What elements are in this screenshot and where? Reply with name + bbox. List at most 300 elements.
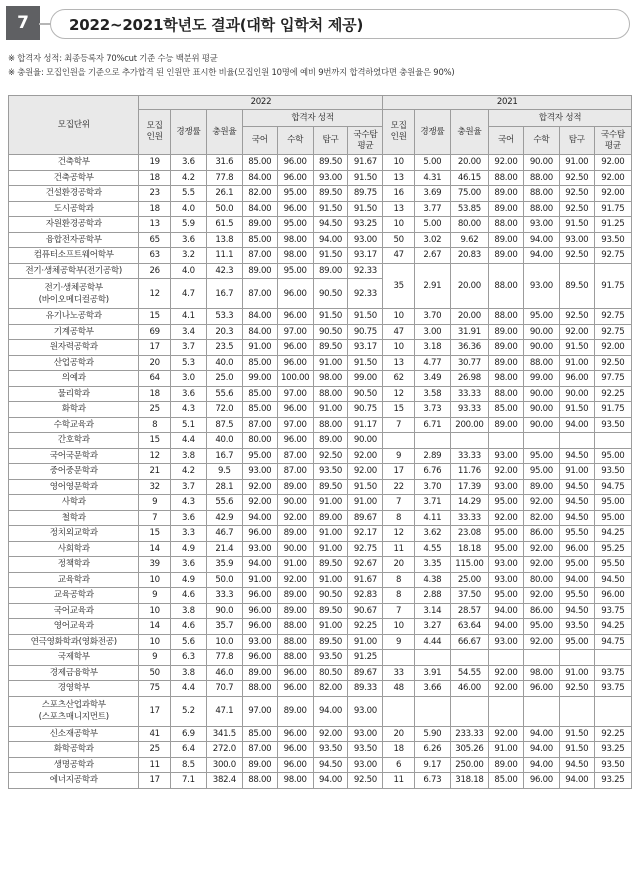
value-cell: 91.00 [313,495,348,511]
value-cell: 7 [139,510,170,526]
value-cell: 272.0 [206,742,242,758]
value-cell [383,696,414,726]
value-cell: 4.2 [170,170,206,186]
value-cell: 92.67 [348,557,383,573]
value-cell: 3.7 [170,479,206,495]
value-cell: 89.00 [313,263,348,279]
unit-name-cell: 화학과 [9,402,139,418]
value-cell: 88.00 [523,355,559,371]
table-row [9,386,632,402]
value-cell: 91.75 [594,402,631,418]
table-row [9,619,632,635]
value-cell: 6.26 [414,742,450,758]
value-cell: 10 [139,603,170,619]
value-cell: 17 [139,773,170,789]
value-cell: 92.50 [559,309,594,325]
value-cell: 90.00 [523,155,559,171]
value-cell: 5.3 [170,355,206,371]
value-cell: 33.33 [450,386,488,402]
value-cell: 94.00 [523,726,559,742]
value-cell: 92.00 [489,665,524,681]
value-cell: 92.00 [489,155,524,171]
value-cell: 3.6 [170,155,206,171]
header-quota-2022: 모집 인원 [139,110,170,155]
value-cell: 89.00 [242,217,277,233]
table-row [9,402,632,418]
value-cell: 5.00 [414,155,450,171]
unit-name-cell: 연극영화학과(영화전공) [9,634,139,650]
value-cell: 92.33 [348,279,383,309]
value-cell: 95.00 [559,634,594,650]
value-cell: 80.00 [242,433,277,449]
value-cell: 35 [383,263,414,309]
value-cell: 89.50 [559,263,594,309]
value-cell: 99.00 [523,371,559,387]
value-cell: 95.00 [489,588,524,604]
value-cell: 91.50 [313,309,348,325]
value-cell: 6.9 [170,726,206,742]
value-cell: 92.00 [523,634,559,650]
value-cell: 91.50 [348,479,383,495]
value-cell: 75.00 [450,186,488,202]
value-cell: 89.00 [277,479,313,495]
table-row [9,742,632,758]
value-cell: 94.00 [313,773,348,789]
value-cell: 9 [383,634,414,650]
value-cell [559,433,594,449]
value-cell: 9.5 [206,464,242,480]
value-cell: 96.00 [277,309,313,325]
value-cell: 25.00 [450,572,488,588]
value-cell: 91.00 [489,742,524,758]
value-cell: 88.00 [523,201,559,217]
value-cell: 93.50 [559,619,594,635]
value-cell: 93.75 [594,665,631,681]
value-cell: 3.8 [170,603,206,619]
value-cell [383,433,414,449]
value-cell [559,650,594,666]
value-cell: 93.00 [348,757,383,773]
value-cell: 21.4 [206,541,242,557]
value-cell: 97.00 [277,417,313,433]
value-cell: 82.00 [523,510,559,526]
table-row [9,355,632,371]
value-cell: 64 [139,371,170,387]
value-cell [489,650,524,666]
value-cell: 4.0 [170,263,206,279]
value-cell: 84.00 [242,324,277,340]
value-cell: 9 [139,495,170,511]
value-cell: 95.00 [277,263,313,279]
value-cell: 92.50 [559,248,594,264]
value-cell: 91.50 [559,742,594,758]
value-cell: 93.00 [348,726,383,742]
value-cell: 96.00 [242,619,277,635]
value-cell: 26.98 [450,371,488,387]
value-cell: 87.00 [277,464,313,480]
value-cell: 94.00 [489,603,524,619]
value-cell: 92.00 [242,479,277,495]
unit-name-cell: 교육공학과 [9,588,139,604]
value-cell: 26 [139,263,170,279]
value-cell: 95.00 [489,495,524,511]
value-cell: 200.00 [450,417,488,433]
value-cell: 90.00 [277,495,313,511]
value-cell: 15 [139,309,170,325]
value-cell: 89.50 [313,155,348,171]
value-cell: 5.00 [414,217,450,233]
table-row [9,155,632,171]
value-cell [523,433,559,449]
value-cell: 94.75 [594,634,631,650]
value-cell: 22 [383,479,414,495]
value-cell: 8 [383,510,414,526]
value-cell: 33.3 [206,588,242,604]
section-number-badge: 7 [6,6,40,40]
value-cell: 26.1 [206,186,242,202]
value-cell: 10 [139,572,170,588]
value-cell: 91.50 [559,217,594,233]
value-cell: 90.67 [348,603,383,619]
value-cell: 94.00 [559,773,594,789]
value-cell: 88.00 [277,634,313,650]
value-cell: 33.33 [450,448,488,464]
value-cell: 95.00 [594,495,631,511]
value-cell: 88.00 [313,386,348,402]
value-cell: 97.75 [594,371,631,387]
value-cell: 93.00 [523,263,559,309]
value-cell: 89.50 [313,603,348,619]
header-fill-rate-2021: 충원율 [450,110,488,155]
value-cell: 9 [139,650,170,666]
value-cell: 9 [383,448,414,464]
table-row [9,170,632,186]
value-cell: 92.75 [594,324,631,340]
value-cell: 10.0 [206,634,242,650]
value-cell: 96.00 [277,757,313,773]
value-cell: 86.00 [523,603,559,619]
value-cell: 89.00 [489,232,524,248]
value-cell: 70.7 [206,681,242,697]
value-cell: 80.00 [523,572,559,588]
value-cell: 96.00 [242,650,277,666]
value-cell: 92.75 [348,541,383,557]
value-cell: 85.00 [242,402,277,418]
value-cell: 3.35 [414,557,450,573]
value-cell: 75 [139,681,170,697]
value-cell: 85.00 [242,726,277,742]
value-cell: 66.67 [450,634,488,650]
value-cell: 93.00 [489,479,524,495]
value-cell: 17 [139,696,170,726]
value-cell: 97.00 [277,324,313,340]
value-cell: 65 [139,232,170,248]
value-cell: 93.50 [594,464,631,480]
value-cell: 6.3 [170,650,206,666]
value-cell: 2.88 [414,588,450,604]
header-competition-2021: 경쟁률 [414,110,450,155]
value-cell: 9.17 [414,757,450,773]
table-row [9,417,632,433]
value-cell: 3.18 [414,340,450,356]
header-avg-2021: 국수탐 평균 [594,127,631,155]
header-inquiry-2022: 탐구 [313,127,348,155]
value-cell: 10 [383,217,414,233]
unit-name-cell: 에너지공학과 [9,773,139,789]
value-cell: 88.00 [242,681,277,697]
value-cell: 98.00 [489,371,524,387]
value-cell: 96.00 [242,603,277,619]
value-cell: 89.00 [242,757,277,773]
value-cell [414,433,450,449]
value-cell: 13 [383,170,414,186]
value-cell: 63.64 [450,619,488,635]
value-cell: 77.8 [206,650,242,666]
value-cell: 3.2 [170,248,206,264]
value-cell: 95.00 [242,448,277,464]
value-cell: 4.3 [170,402,206,418]
value-cell: 91.00 [313,619,348,635]
value-cell: 89.00 [489,757,524,773]
value-cell: 94.50 [559,479,594,495]
value-cell: 7.1 [170,773,206,789]
unit-name-cell: 국어교육과 [9,603,139,619]
unit-name-cell: 자원환경공학과 [9,217,139,233]
value-cell: 94.00 [313,232,348,248]
value-cell: 88.00 [277,650,313,666]
value-cell: 4.44 [414,634,450,650]
value-cell: 77.8 [206,170,242,186]
header-scores-2021: 합격자 성적 [489,110,632,127]
value-cell: 4.6 [170,619,206,635]
value-cell: 92.00 [348,464,383,480]
value-cell: 93.00 [348,696,383,726]
value-cell: 92.00 [523,588,559,604]
value-cell: 91.50 [313,248,348,264]
value-cell [594,696,631,726]
value-cell: 90.0 [206,603,242,619]
value-cell: 341.5 [206,726,242,742]
value-cell: 92.50 [348,773,383,789]
value-cell: 92.00 [348,448,383,464]
value-cell [489,433,524,449]
value-cell: 11 [139,757,170,773]
value-cell: 93.50 [594,757,631,773]
value-cell: 20.83 [450,248,488,264]
value-cell: 3.00 [414,324,450,340]
value-cell: 96.00 [523,773,559,789]
value-cell: 4.4 [170,681,206,697]
value-cell: 62 [383,371,414,387]
value-cell: 93.50 [348,742,383,758]
value-cell: 20 [139,355,170,371]
value-cell [450,433,488,449]
value-cell: 95.00 [489,541,524,557]
value-cell: 92.00 [277,572,313,588]
table-row [9,464,632,480]
value-cell: 89.00 [489,340,524,356]
value-cell: 10 [383,619,414,635]
value-cell: 3.0 [170,371,206,387]
value-cell: 25 [139,742,170,758]
value-cell: 35.9 [206,557,242,573]
value-cell: 33 [383,665,414,681]
value-cell: 18 [383,742,414,758]
value-cell: 88.00 [489,309,524,325]
table-body [9,155,632,789]
value-cell: 23.08 [450,526,488,542]
section-header [6,6,633,40]
value-cell: 382.4 [206,773,242,789]
value-cell: 4.7 [170,279,206,309]
value-cell: 16.7 [206,279,242,309]
value-cell: 80.50 [313,665,348,681]
value-cell: 17 [139,340,170,356]
value-cell: 93.50 [594,417,631,433]
table-row [9,479,632,495]
table-row [9,526,632,542]
page-title: 2022~2021학년도 결과(대학 입학처 제공) [50,9,630,39]
value-cell: 13 [139,217,170,233]
value-cell: 92.00 [594,340,631,356]
value-cell: 89.67 [348,665,383,681]
value-cell: 18 [139,201,170,217]
value-cell: 92.50 [559,681,594,697]
value-cell: 84.00 [242,170,277,186]
unit-name-cell: 정치외교학과 [9,526,139,542]
value-cell: 5.9 [170,217,206,233]
value-cell: 20.00 [450,309,488,325]
value-cell: 84.00 [242,309,277,325]
value-cell: 18 [139,386,170,402]
value-cell: 92.00 [242,495,277,511]
value-cell: 28.1 [206,479,242,495]
value-cell: 10 [139,634,170,650]
value-cell: 91.75 [594,201,631,217]
value-cell: 88.00 [489,170,524,186]
value-cell: 98.00 [277,773,313,789]
value-cell: 92.25 [348,619,383,635]
value-cell: 93.25 [594,773,631,789]
table-row [9,572,632,588]
value-cell: 47 [383,324,414,340]
value-cell: 25 [139,402,170,418]
unit-name-cell: 전기·생체공학부(전기공학) [9,263,139,279]
value-cell: 92.17 [348,526,383,542]
unit-name-cell: 생명공학과 [9,757,139,773]
value-cell: 50 [139,665,170,681]
value-cell: 93.75 [594,603,631,619]
value-cell: 94.50 [594,572,631,588]
unit-name-cell: 원자력공학과 [9,340,139,356]
table-row [9,757,632,773]
value-cell: 89.75 [348,186,383,202]
unit-name-cell: 컴퓨터소프트웨어학부 [9,248,139,264]
value-cell: 6.4 [170,742,206,758]
value-cell: 89.00 [489,355,524,371]
unit-name-cell: 사회학과 [9,541,139,557]
value-cell: 89.67 [348,510,383,526]
value-cell: 93.00 [489,448,524,464]
value-cell: 91.25 [348,650,383,666]
value-cell: 4.11 [414,510,450,526]
value-cell: 31.6 [206,155,242,171]
value-cell: 4.9 [170,541,206,557]
value-cell: 36.36 [450,340,488,356]
value-cell: 93.00 [242,541,277,557]
value-cell: 8 [383,588,414,604]
value-cell: 48 [383,681,414,697]
value-cell: 94.50 [313,217,348,233]
value-cell: 96.00 [277,726,313,742]
value-cell: 25.0 [206,371,242,387]
value-cell: 97.00 [242,696,277,726]
value-cell: 4.38 [414,572,450,588]
value-cell: 69 [139,324,170,340]
value-cell: 94.50 [559,603,594,619]
value-cell [414,696,450,726]
value-cell: 94.00 [313,696,348,726]
value-cell: 92.00 [523,541,559,557]
value-cell: 91.00 [559,464,594,480]
value-cell: 90.00 [523,324,559,340]
unit-name-cell: 경제금융학부 [9,665,139,681]
value-cell: 94.50 [559,757,594,773]
value-cell: 50.0 [206,572,242,588]
value-cell: 94.25 [594,526,631,542]
value-cell: 99.00 [348,371,383,387]
value-cell: 91.25 [594,217,631,233]
value-cell: 89.00 [313,433,348,449]
unit-name-cell: 사학과 [9,495,139,511]
value-cell: 89.00 [277,526,313,542]
table-row [9,248,632,264]
value-cell: 93.00 [523,217,559,233]
value-cell: 89.00 [277,603,313,619]
unit-name-cell: 스포츠산업과학부 (스포츠매니지먼트) [9,696,139,726]
value-cell: 10 [383,155,414,171]
value-cell: 96.00 [277,155,313,171]
value-cell: 96.00 [523,681,559,697]
value-cell: 88.00 [313,417,348,433]
value-cell: 14 [139,619,170,635]
table-row [9,263,632,279]
unit-name-cell: 의예과 [9,371,139,387]
value-cell: 7 [383,417,414,433]
unit-name-cell: 도시공학과 [9,201,139,217]
table-row [9,186,632,202]
header-avg-2022: 국수탐 평균 [348,127,383,155]
unit-name-cell: 영어영문학과 [9,479,139,495]
value-cell: 94.00 [559,417,594,433]
value-cell: 13.8 [206,232,242,248]
value-cell: 5.90 [414,726,450,742]
unit-name-cell: 전기·생체공학부 (바이오메디컬공학) [9,279,139,309]
unit-name-cell: 정책학과 [9,557,139,573]
value-cell: 11.76 [450,464,488,480]
value-cell: 85.00 [242,232,277,248]
value-cell: 46.0 [206,665,242,681]
value-cell: 86.00 [523,526,559,542]
value-cell: 89.33 [348,681,383,697]
value-cell: 4.4 [170,433,206,449]
value-cell: 90.00 [523,417,559,433]
value-cell: 23 [139,186,170,202]
unit-name-cell: 화학공학과 [9,742,139,758]
value-cell: 3.8 [170,665,206,681]
value-cell: 15 [139,433,170,449]
value-cell: 4.6 [170,588,206,604]
